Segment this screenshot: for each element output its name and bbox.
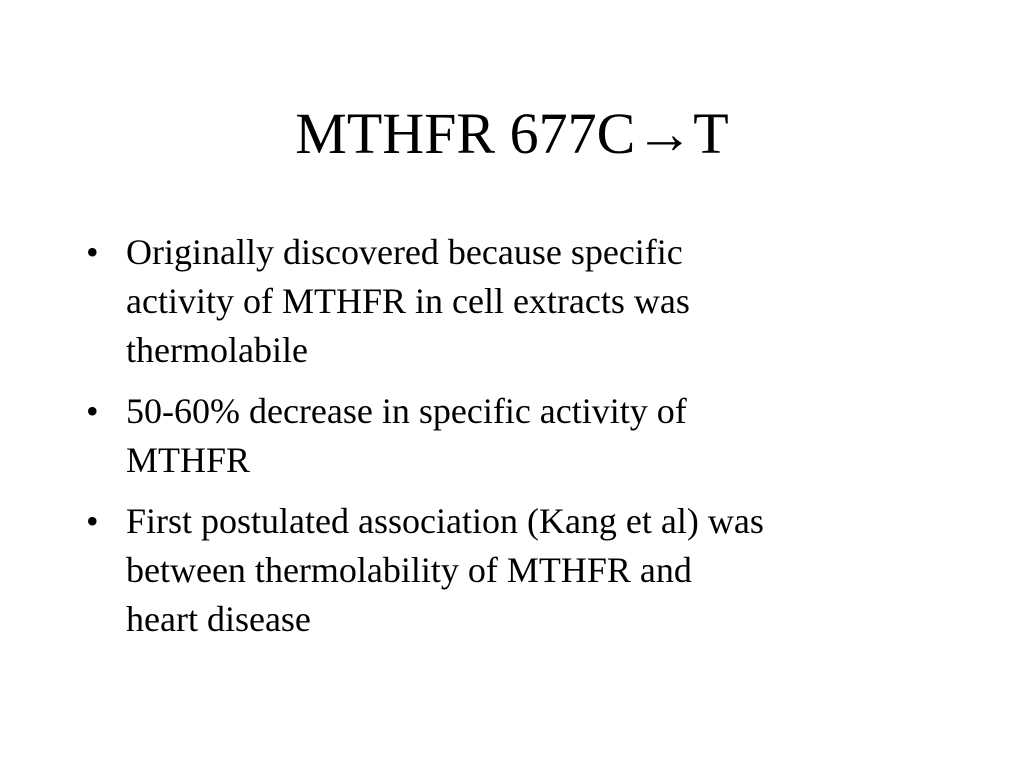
bullet-item <box>86 387 966 485</box>
bullet-line: MTHFR <box>126 440 251 480</box>
bullet-line: 50-60% decrease in specific activity of <box>126 391 687 431</box>
bullet-line: between thermolability of MTHFR and <box>126 550 692 590</box>
bullet-line: Originally discovered because specific <box>126 232 683 272</box>
bullet-line: First postulated association (Kang et al) was <box>126 501 764 541</box>
bullet-icon: • <box>86 501 99 541</box>
bullet-icon: • <box>86 391 99 431</box>
bullet-line: heart disease <box>126 599 311 639</box>
bullet-item <box>86 228 966 375</box>
bullet-line: activity of MTHFR in cell extracts was <box>126 281 690 321</box>
bullet-icon: • <box>86 232 99 272</box>
bullet-item <box>86 497 966 644</box>
bullet-line: thermolabile <box>126 330 308 370</box>
bullet-list <box>86 228 966 656</box>
slide-title: MTHFR 677C→T <box>295 101 729 166</box>
